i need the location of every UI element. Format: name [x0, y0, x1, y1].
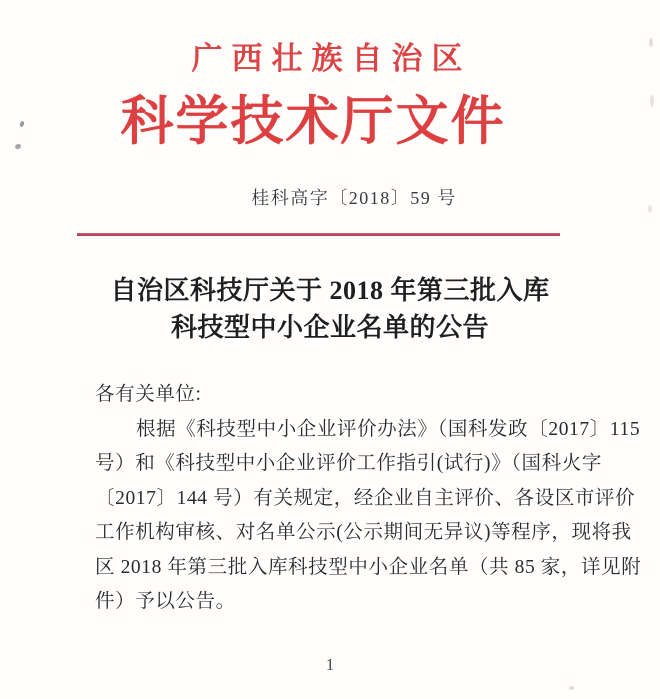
letterhead-org-name-line2: 科学技术厅文件 — [120, 93, 506, 151]
body-paragraph-line: 根据《科技型中小企业评价办法》（国科发政〔2017〕115 — [136, 418, 641, 440]
letterhead-org-name-line1: 广西壮族自治区 — [191, 41, 472, 76]
salutation-line: 各有关单位: — [95, 384, 202, 405]
body-paragraph-line: 〔2017〕144 号）有关规定，经企业自主评价、各设区市评价 — [95, 487, 636, 509]
document-title-line1: 自治区科技厅关于 2018 年第三批入库 — [110, 276, 550, 305]
scan-speck — [649, 38, 653, 47]
body-paragraph-line: 工作机构审核、对名单公示(公示期间无异议)等程序，现将我 — [95, 522, 632, 543]
document-body — [95, 378, 642, 620]
body-paragraph-line: 件）予以公告。 — [95, 591, 236, 612]
document-title — [0, 272, 660, 346]
scan-speck — [650, 95, 654, 107]
page-number: 1 — [325, 655, 335, 674]
scan-speck — [569, 686, 574, 690]
document-title-line2: 科技型中小企业名单的公告 — [170, 313, 489, 342]
body-paragraph-line: 区 2018 年第三批入库科技型中小企业名单（共 85 家，详见附 — [95, 556, 642, 578]
body-paragraph-line: 号）和《科技型中小企业评价工作指引(试行)》（国科火字 — [95, 453, 602, 474]
red-divider-line — [77, 233, 560, 236]
scan-speck — [648, 205, 652, 213]
document-reference-number: 桂科高字〔2018〕59 号 — [251, 188, 457, 208]
